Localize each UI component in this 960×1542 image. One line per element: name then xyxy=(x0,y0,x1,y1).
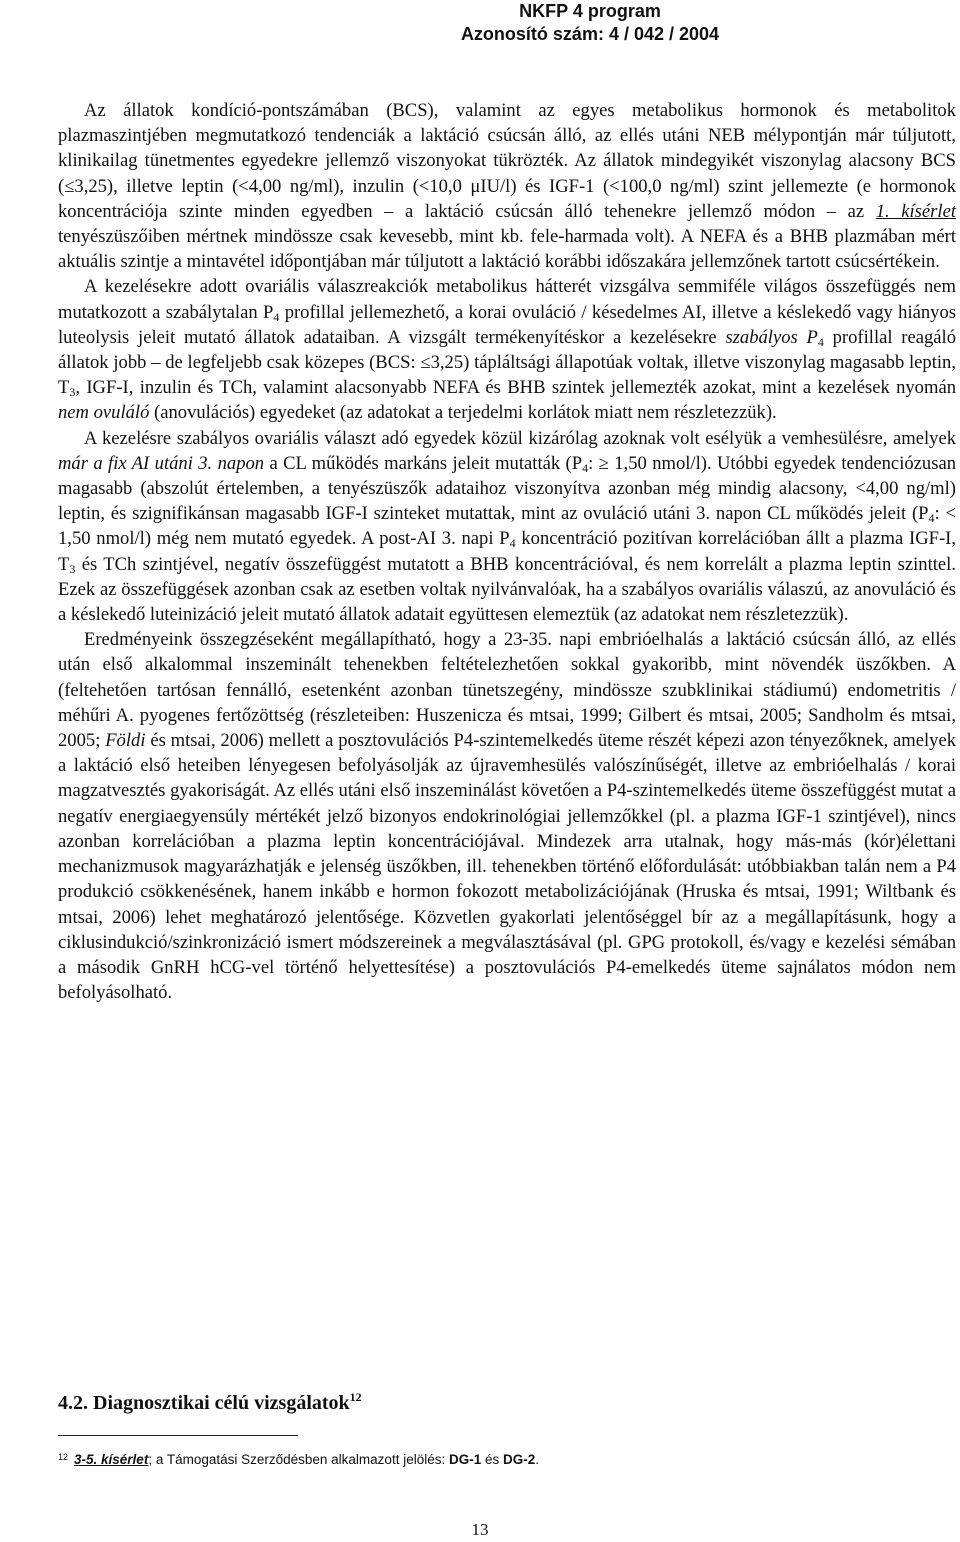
text-run: és mtsai, 2006) mellett a posztovulációs P4-szintemelkedés üteme részét képezi azon tényezőknek, amelyek a laktáció első heteiben lényegesen befolyásolják az újravemhesülés valószínűségét, illetve az embrióelhalás / korai magzatvesztés gyakoriságát. Az ellés utáni első inszeminálást követően a P4-szintemelkedés üteme összefüggést mutat a negatív energiaegyensúly mértékét jelző bizonyos endokrinológiai jellemzőkkel (pl. a plazma IGF-1 szintjével), nincs azonban korrelációban a plazma leptin koncentrációjával. Mindezek arra utalnak, hogy más-más (kór)élettani mechanizmusok magyarázhatják e jelenség üszőkben, ill. tehenekben történő előfordulását: utóbbiakban talán nem a P4 produkció csökkenésének, hanem inkább e hormon fokozott metabolizációjának (Hruska és mtsai, 1991; Wiltbank és mtsai, 2006) lehet meghatározó jelentősége. Közvetlen gyakorlati jelentőséggel bír az a megállapításunk, hogy a ciklusindukció/szinkronizáció ismert módszereinek a megválasztásával (pl. GPG protokoll, és/vagy e kezelési sémában a második GnRH hCG-vel történő helyettesítése) a posztovulációs P4-emelkedés üteme sajnálatos módon nem befolyásolható. xyxy=(58,730,956,1004)
text-run: : < 1,50 nmol/l) még nem mutató egyedek. A post-AI 3. napi P xyxy=(58,503,956,550)
text-run: : ≥ 1,50 nmol/l). Utóbbi egyedek tendenciózusan magasabb (abszolút értelemben, a tenyészüszők adataihoz viszonyítva azonban még mindig alacsony, <4,00 ng/ml) leptin, és szignifikánsan magasabb IGF-I szinteket mutattak, mint az ovuláció utáni 3. napon CL működés jeleit (P xyxy=(58,452,956,525)
section-title: 4.2. Diagnosztikai célú vizsgálatok xyxy=(58,1392,350,1414)
paragraph-1 xyxy=(58,98,956,274)
subscript: 4 xyxy=(928,511,935,526)
italic-run: Földi xyxy=(105,730,146,752)
text-run: és TCh szintjével, negatív összefüggést mutatott a BHB koncentrációval, és nem korrelált a plazma leptin szinttel. Ezek az összefüggések azonban csak az esetben voltak nyilvánvalóak, ha a szabályos ovariális válaszú, az anovuláció és a késlekedő luteinizáció jeleit mutató állatok adatait együttesen elemeztük (az adatokat nem részletezzük). xyxy=(58,553,956,626)
text-run: koncentráció pozitívan korrelációban állt a plazma IGF-I, T xyxy=(58,528,957,575)
footnote-code: DG-2 xyxy=(503,1452,536,1467)
italic-run: már a fix AI utáni 3. napon xyxy=(58,452,265,474)
subscript: 3 xyxy=(69,561,76,576)
text-run: A kezelésre szabályos ovariális választ adó egyedek közül kizárólag azoknak volt esélyük a vemhesülésre, amelyek xyxy=(84,427,956,449)
paragraph-2 xyxy=(58,274,956,425)
header-program: NKFP 4 program xyxy=(519,1,661,21)
experiment-reference: 1. kísérlet xyxy=(875,200,956,222)
subscript: 4 xyxy=(273,309,280,324)
text-run: , IGF-I, inzulin és TCh, valamint alacsonyabb NEFA és BHB szintek jellemezték azokat, mint a kezelések nyomán xyxy=(75,377,956,399)
text-run: tenyészüszőiben mértnek mindössze csak kevesebb, mint kb. fele-harmada volt). A NEFA és a BHB plazmában mért aktuális szintje a mintavétel időpontjában már túljutott a laktáció korábbi időszakára jellemzőnek tartott csúcsértékein. xyxy=(58,226,956,273)
subscript: 4 xyxy=(509,536,516,551)
footnote-divider xyxy=(58,1435,298,1436)
text-run: A kezelésekre adott ovariális válaszreakciók metabolikus hátterét vizsgálva semmiféle világos összefüggés nem mutatkozott a szabálytalan P xyxy=(58,276,956,323)
text-run: (anovulációs) egyedeket (az adatokat a terjedelmi korlátok miatt nem részletezzük). xyxy=(149,402,777,424)
footnote-text: és xyxy=(481,1452,504,1467)
footnote-text: ; a Támogatási Szerződésben alkalmazott jelölés: xyxy=(148,1452,449,1467)
text-run: Eredményeink összegzéseként megállapítható, hogy a 23-35. napi embrióelhalás a laktáció csúcsán álló, az ellés után első alkalommal inszeminált tehenekben feltételezhetően sokkal gyakoribb, mint növendék üszőkben. A (feltehetően tartósan fennálló, esetenként azonban tünetszegény, mindössze szubklinikai stádiumú) endometritis / méhűri A. pyogenes fertőzöttség (részleteiben: Huszenicza és mtsai, 1999; Gilbert és mtsai, 2005; Sandholm és mtsai, 2005; xyxy=(58,629,956,752)
footnote-marker: 12 xyxy=(349,1390,362,1404)
footnote xyxy=(58,1452,539,1467)
section-heading xyxy=(58,1390,362,1415)
text-run: a CL működés markáns jeleit mutatták (P xyxy=(264,452,583,474)
italic-run: szabályos P xyxy=(725,326,818,348)
subscript: 3 xyxy=(69,385,76,400)
footnote-text: . xyxy=(535,1452,540,1467)
body-text xyxy=(58,98,956,1005)
text-run: profillal reagáló állatok jobb – de legfeljebb csak közepes (BCS: ≤3,25) tápláltsági állapotúak voltak, illetve viszonylag magasabb leptin, T xyxy=(58,326,957,399)
footnote-experiment: 3-5. kísérlet xyxy=(74,1452,149,1467)
text-run: Az állatok kondíció-pontszámában (BCS), valamint az egyes metabolikus hormonok és metabolitok plazmaszintjében megmutatkozó tendenciák a laktáció csúcsán álló, az ellés utáni NEB mélypontján már túljutott, klinikailag tünetmentes egyedekre jellemző viszonyokat tükrözték. Az állatok mindegyikét viszonylag alacsony BCS (≤3,25), illetve leptin (<4,00 ng/ml), inzulin (<10,0 μIU/l) és IGF-1 (<100,0 ng/ml) szint jellemezte (e hormonok koncentrációja szinte minden egyedben – a laktáció csúcsán álló tehenekre jellemző módon – az xyxy=(58,100,956,222)
paragraph-4 xyxy=(58,627,956,1005)
subscript: 4 xyxy=(582,460,589,475)
header-id: Azonosító szám: 4 / 042 / 2004 xyxy=(460,24,720,44)
subscript: 4 xyxy=(817,334,824,349)
footnote-number: 12 xyxy=(58,1452,69,1462)
page-header xyxy=(0,0,960,46)
italic-run: nem ovuláló xyxy=(58,402,150,424)
paragraph-3 xyxy=(58,426,956,628)
text-run: profillal jellemezhető, a korai ovuláció / késedelmes AI, illetve a késlekedő vagy hiányos luteolysis jeleit mutató állatok adataiban. A vizsgált termékenyítéskor a kezelésekre xyxy=(58,301,956,348)
page-number: 13 xyxy=(471,1520,489,1539)
footnote-code: DG-1 xyxy=(448,1452,482,1467)
